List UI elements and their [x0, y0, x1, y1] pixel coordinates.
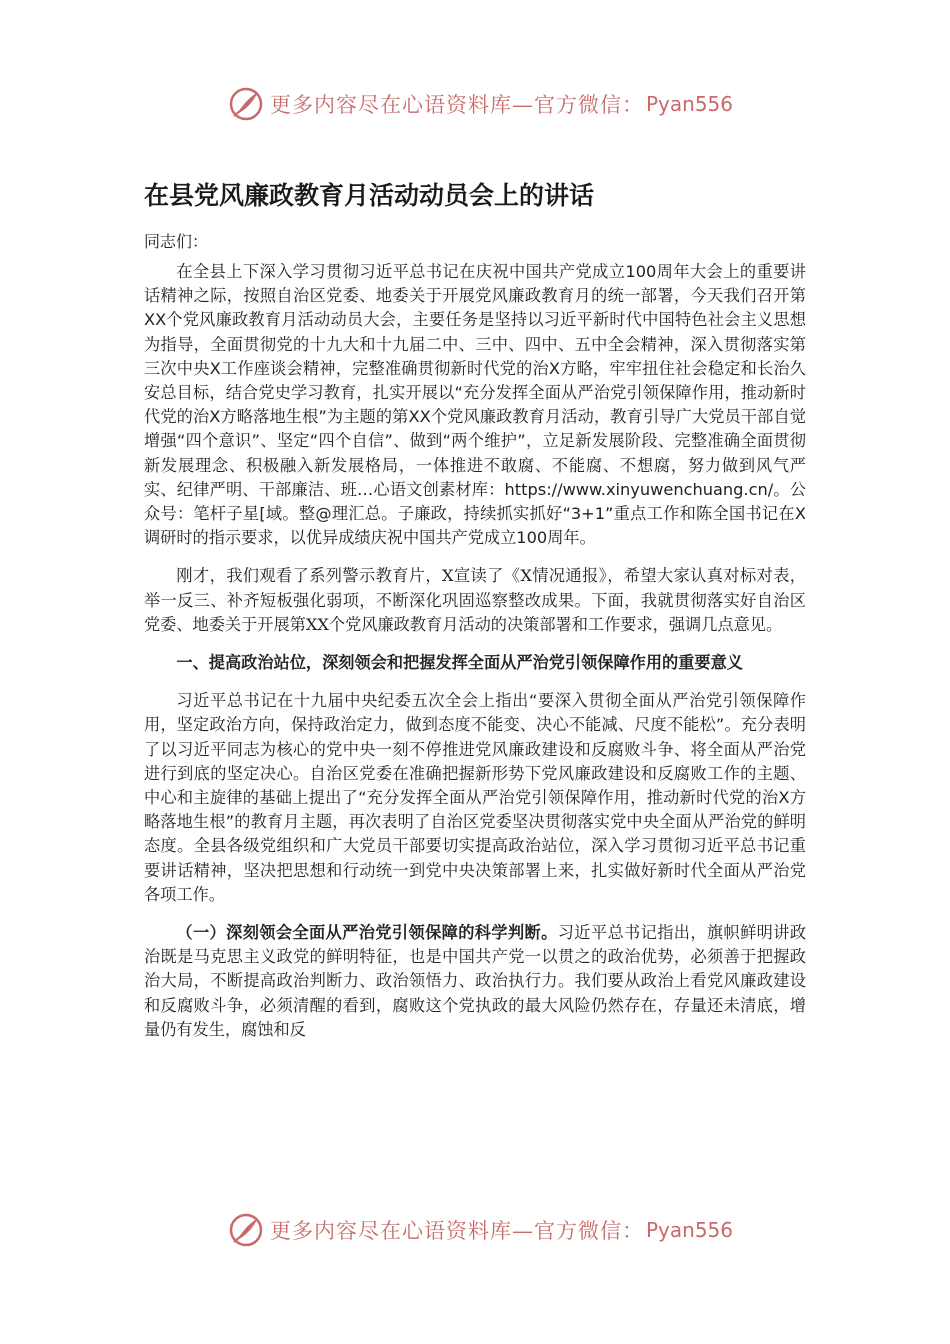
watermark-banner-top — [228, 82, 733, 126]
quill-logo-icon — [228, 1212, 264, 1248]
subsection-heading-1: （一）深刻领会全面从严治党引领保障的科学判断。 — [176, 923, 558, 943]
paragraph-warning-education: 刚才，我们观看了系列警示教育片，X宣读了《X情况通报》，希望大家认真对标对表，举一反三、补齐短板强化弱项，不断深化巩固巡察整改成果。下面，我就贯彻落实好自治区党委、地委关于开展第XX个党风廉政教育月活动的决策部署和工作要求，强调几点意见。 — [144, 566, 806, 634]
watermark-banner-bottom — [228, 1208, 733, 1252]
quill-logo-icon — [228, 86, 264, 122]
watermark-text: 更多内容尽在心语资料库—官方微信： — [270, 1219, 644, 1243]
paragraph-intro: 在全县上下深入学习贯彻习近平总书记在庆祝中国共产党成立100周年大会上的重要讲话精神之际，按照自治区党委、地委关于开展党风廉政教育月的统一部署，今天我们召开第XX个党风廉政教育月活动动员大会，主要任务是坚持以习近平新时代中国特色社会主义思想为指导，全面贯彻党的十九大和十九届二中、三中、四中、五中全会精神，深入贯彻落实第三次中央X工作座谈会精神，完整准确贯彻新时代党的治X方略，牢牢扭住社会稳定和长治久安总目标，结合党史学习教育，扎实开展以“充分发挥全面从严治党引领保障作用，推动新时代党的治X方略落地生根”为主题的第XX个党风廉政教育月活动，教育引导广大党员干部自觉增强“四个意识”、坚定“四个自信”、做到“两个维护”，立足新发展阶段、完整准确全面贯彻新发展理念、积极融入新发展格局，一体推进不敢腐、不能腐、不想腐，努力做到风气严实、纪律严明、干部廉洁、班…心语文创素材库：https://www.xinyuwenchuang.cn/。公众号：笔杆子星[域。整@理汇总。子廉政，持续抓实抓好“3+1”重点工作和陈全国书记在X调研时的指示要求，以优异成绩庆祝中国共产党成立100周年。 — [144, 262, 806, 548]
section-heading-1: 一、提高政治站位，深刻领会和把握发挥全面从严治党引领保障作用的重要意义 — [176, 653, 743, 673]
watermark-wechat-id: Pyan556 — [646, 1218, 734, 1242]
salutation: 同志们： — [144, 232, 209, 251]
document-body — [144, 176, 806, 1042]
paragraph-subsection-1 — [144, 921, 806, 1042]
paragraph-section-1: 习近平总书记在十九届中央纪委五次全会上指出“要深入贯彻全面从严治党引领保障作用，坚定政治方向，保持政治定力，做到态度不能变、决心不能减、尺度不能松”。充分表明了以习近平同志为核心的党中央一刻不停推进党风廉政建设和反腐败斗争、将全面从严治党进行到底的坚定决心。自治区党委在准确把握新形势下党风廉政建设和反腐败工作的主题、中心和主旋律的基础上提出了“充分发挥全面从严治党引领保障作用，推动新时代党的治X方略落地生根”的教育月主题，再次表明了自治区党委坚决贯彻落实党中央全面从严治党的鲜明态度。全县各级党组织和广大党员干部要切实提高政治站位，深入学习贯彻习近平总书记重要讲话精神，坚决把思想和行动统一到党中央决策部署上来，扎实做好新时代全面从严治党各项工作。 — [144, 691, 806, 904]
document-title: 在县党风廉政教育月活动动员会上的讲话 — [144, 181, 595, 210]
watermark-wechat-id: Pyan556 — [646, 92, 734, 116]
subsection-1-text: 习近平总书记指出，旗帜鲜明讲政治既是马克思主义政党的鲜明特征，也是中国共产党一以贯之的政治优势，必须善于把握政治大局，不断提高政治判断力、政治领悟力、政治执行力。我们要从政治上看党风廉政建设和反腐败斗争，必须清醒的看到，腐败这个党执政的最大风险仍然存在，存量还未清底，增量仍有发生，腐蚀和反 — [144, 923, 807, 1039]
watermark-text: 更多内容尽在心语资料库—官方微信： — [270, 93, 644, 117]
